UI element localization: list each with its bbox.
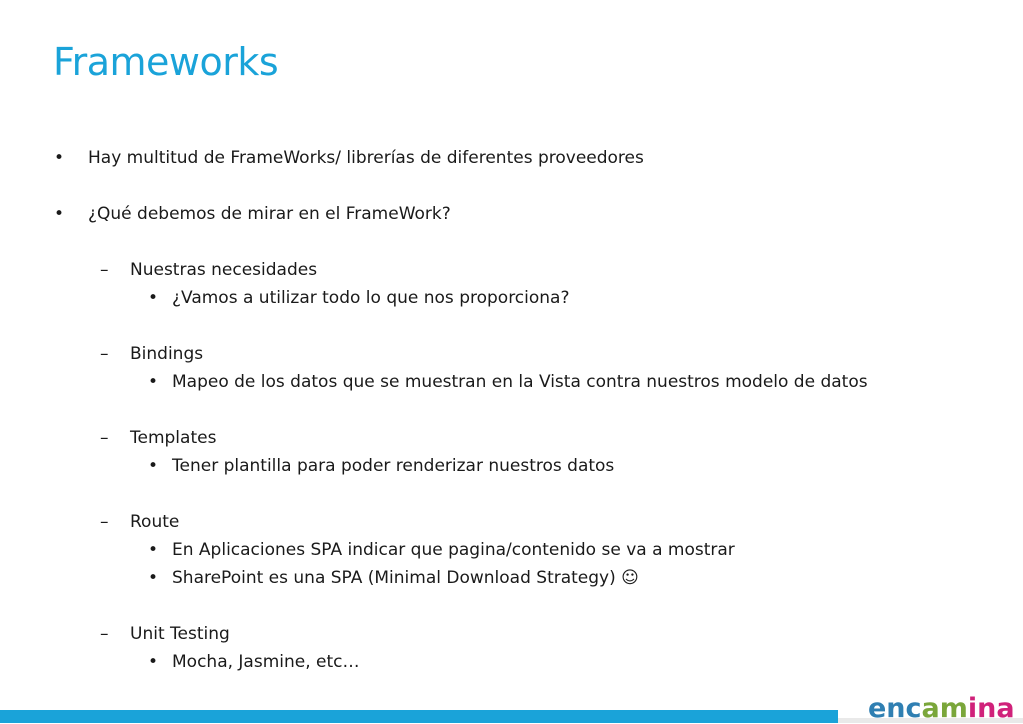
sub-sub-item [148, 370, 868, 394]
logo-part-1: enc [868, 693, 922, 724]
sub-item-text: Bindings [130, 344, 204, 364]
dash-marker: – [100, 512, 109, 532]
bullet-text: Hay multitud de FrameWorks/ librerías de diferentes proveedores [88, 148, 644, 168]
sub-sub-item-text: Mocha, Jasmine, etc… [172, 652, 360, 672]
encamina-logo [868, 694, 1015, 724]
dash-marker: – [100, 260, 109, 280]
dash-marker: – [100, 428, 109, 448]
bullet-marker: • [148, 372, 159, 392]
bullet-item [54, 202, 451, 226]
sub-sub-item [148, 538, 735, 562]
sub-item [100, 622, 230, 646]
sub-sub-item-text: ¿Vamos a utilizar todo lo que nos proporciona? [172, 288, 570, 308]
sub-item-text: Nuestras necesidades [130, 260, 318, 280]
dash-marker: – [100, 344, 109, 364]
sub-sub-item [148, 650, 360, 674]
sub-item-text: Templates [130, 428, 217, 448]
bullet-marker: • [148, 652, 159, 672]
sub-sub-item-text: Mapeo de los datos que se muestran en la Vista contra nuestros modelo de datos [172, 372, 868, 392]
sub-item [100, 258, 318, 282]
bullet-marker: • [148, 540, 159, 560]
logo-part-2: am [921, 693, 968, 724]
bullet-marker: • [54, 148, 65, 168]
sub-sub-item [148, 454, 615, 478]
bullet-marker: • [148, 568, 159, 588]
sub-item [100, 510, 180, 534]
sub-item-text: Route [130, 512, 180, 532]
bullet-item [54, 146, 644, 170]
bullet-marker: • [54, 204, 65, 224]
logo-part-3: ina [967, 693, 1015, 724]
sub-item [100, 426, 217, 450]
footer-bar [0, 710, 838, 723]
sub-sub-item [148, 566, 639, 590]
bullet-marker: • [148, 456, 159, 476]
bullet-text: ¿Qué debemos de mirar en el FrameWork? [88, 204, 451, 224]
slide-title: Frameworks [53, 40, 279, 84]
bullet-marker: • [148, 288, 159, 308]
sub-item-text: Unit Testing [130, 624, 230, 644]
sub-sub-item [148, 286, 570, 310]
dash-marker: – [100, 624, 109, 644]
sub-sub-item-text: Tener plantilla para poder renderizar nuestros datos [172, 456, 615, 476]
sub-sub-item-text: En Aplicaciones SPA indicar que pagina/contenido se va a mostrar [172, 540, 735, 560]
sub-item [100, 342, 204, 366]
sub-sub-item-text: SharePoint es una SPA (Minimal Download Strategy) ☺ [172, 568, 639, 588]
